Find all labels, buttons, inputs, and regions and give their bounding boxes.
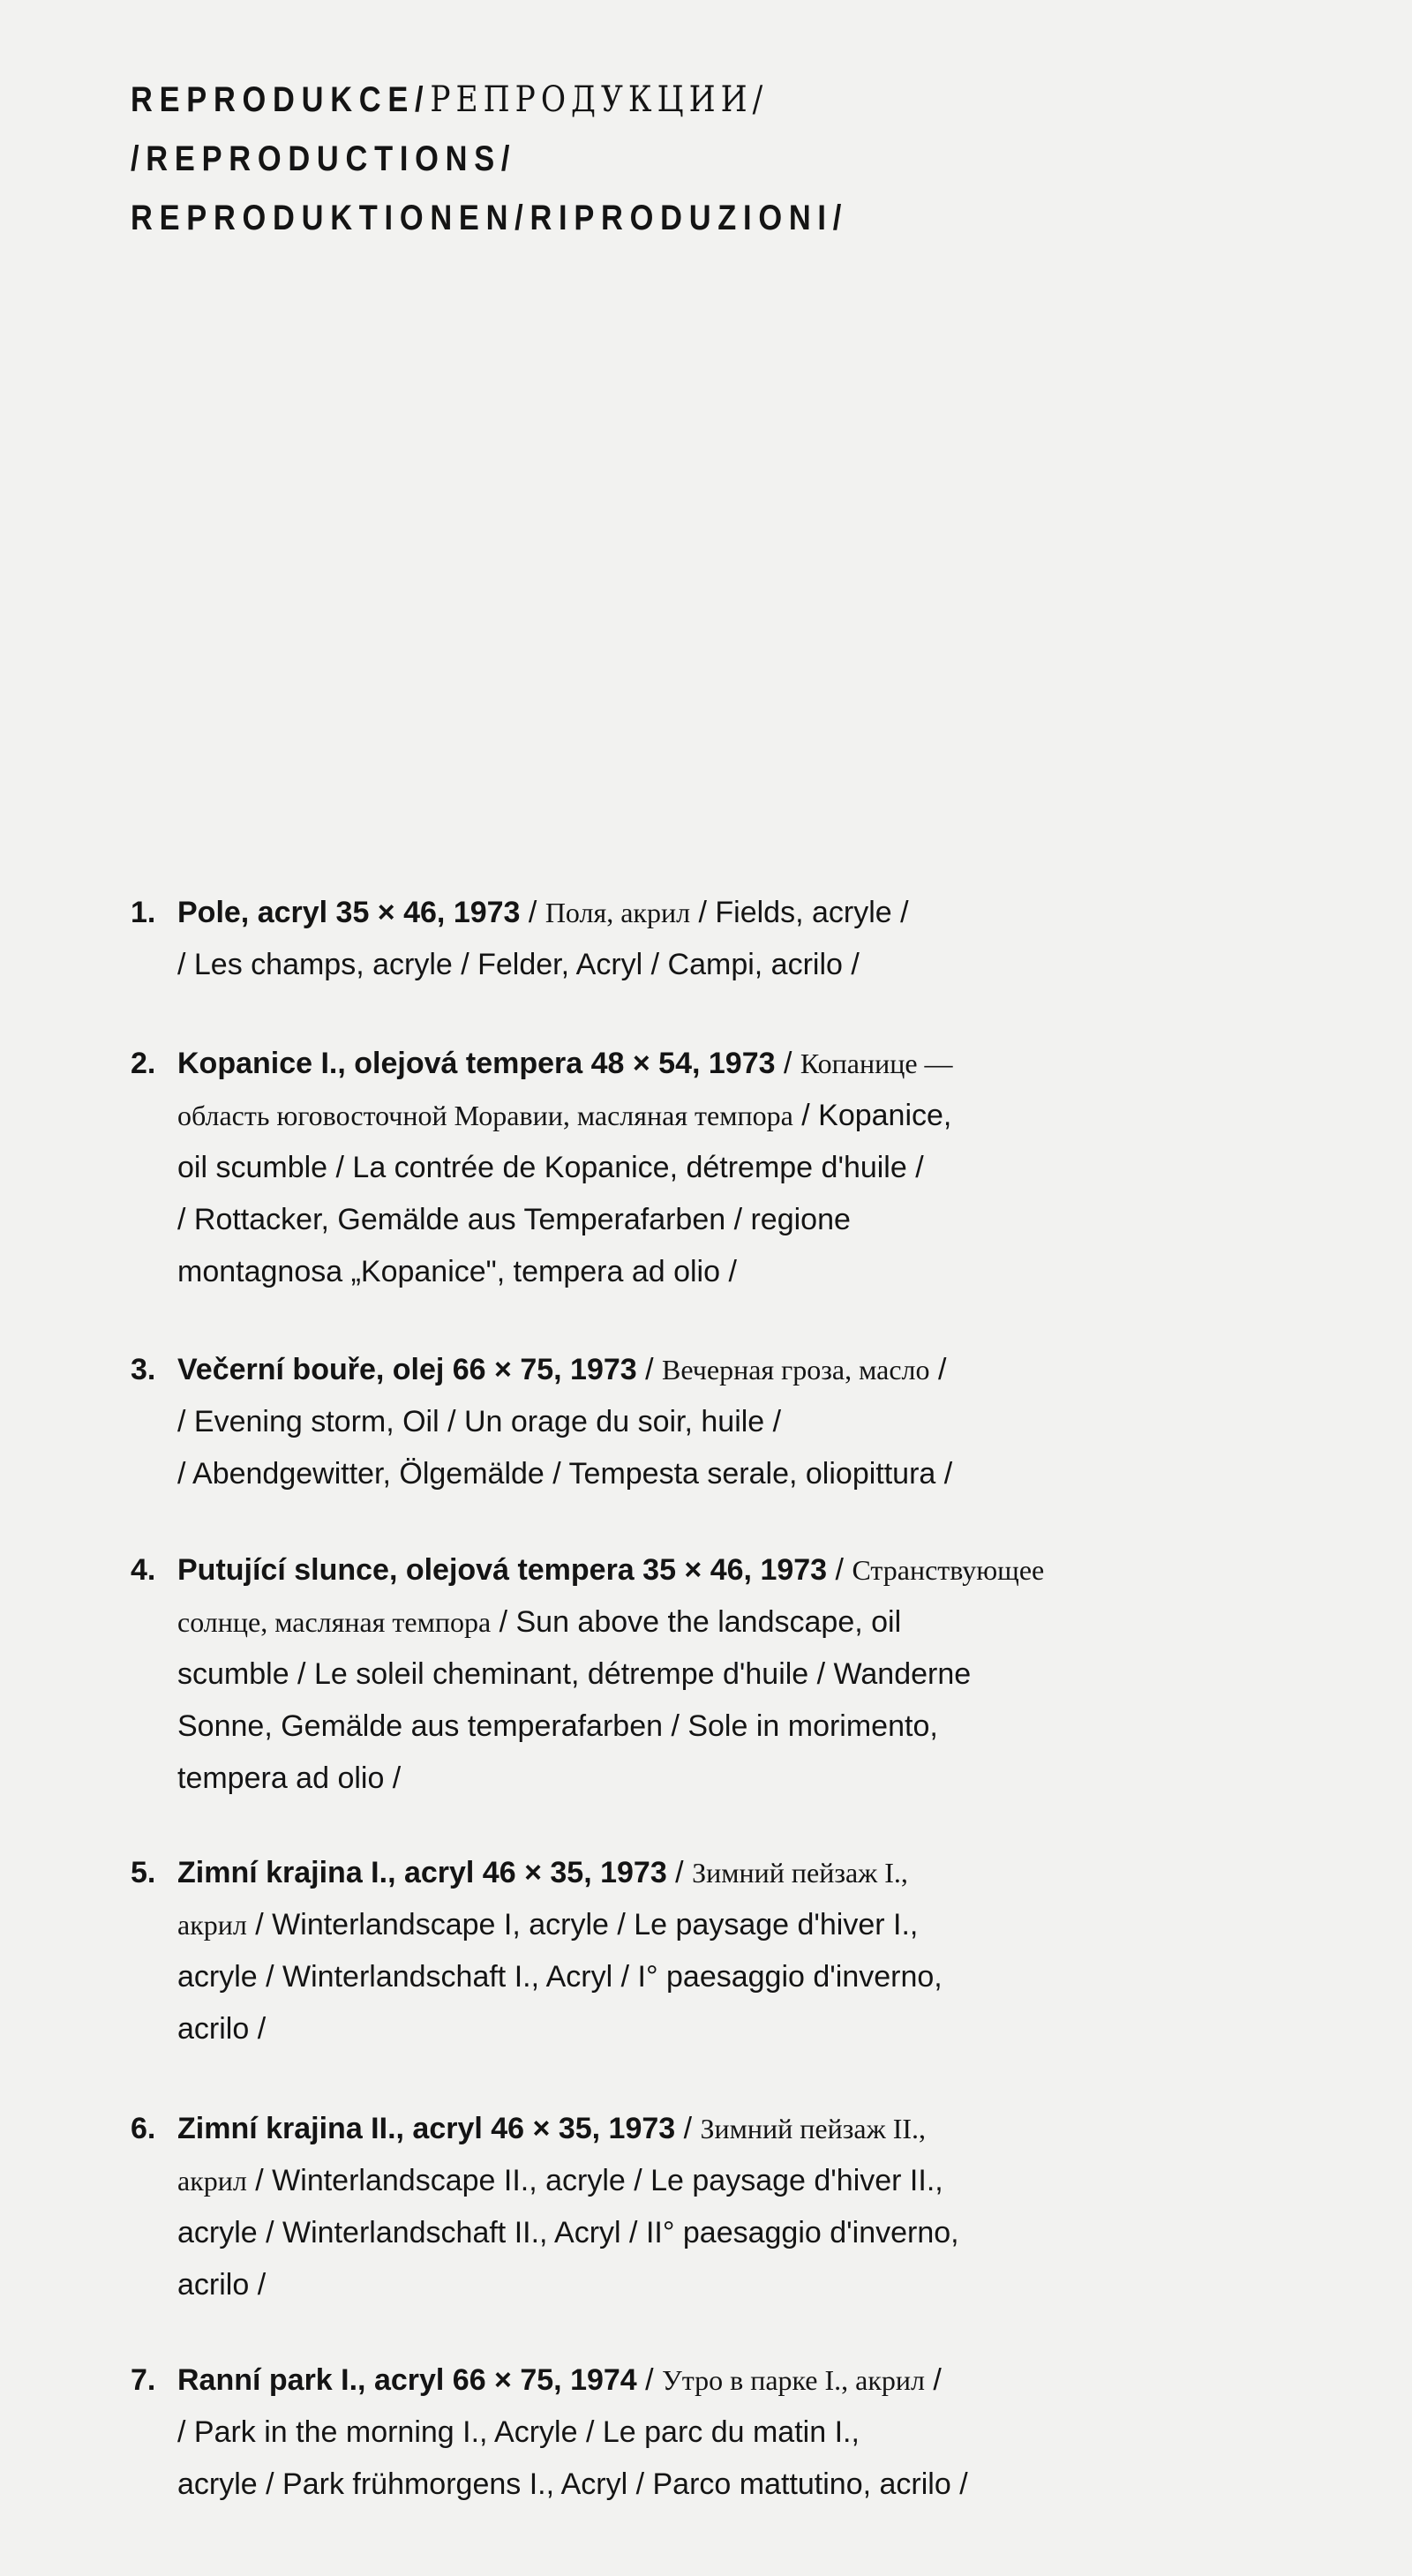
caption-text: / Winterlandscape I, acryle / Le paysage d'hiver I., [246, 1908, 919, 1941]
russian-caption: акрил [177, 1909, 247, 1941]
item-line [177, 1648, 1278, 1701]
artwork-title: Pole, acryl 35 × 46, 1973 [177, 896, 521, 929]
artwork-title: Kopanice I., olejová tempera 48 × 54, 1973 [177, 1047, 776, 1080]
item-line [177, 2459, 1278, 2511]
item-line [177, 1701, 1278, 1753]
item-line [177, 2407, 1278, 2459]
caption-text: acryle / Winterlandschaft II., Acryl / II° paesaggio d'inverno, [177, 2216, 959, 2249]
item-number: 2. [131, 1047, 156, 1080]
artwork-title: Ranní park I., acryl 66 × 75, 1974 [177, 2363, 637, 2397]
item-number: 6. [131, 2112, 156, 2145]
caption-text: / Rottacker, Gemälde aus Temperafarben / regione [177, 1203, 851, 1236]
russian-caption: Утро в парке I., акрил [662, 2364, 925, 2396]
caption-text: / [929, 1353, 947, 1386]
heading-line-3: REPRODUKTIONEN/RIPRODUZIONI/ [131, 199, 849, 237]
item-number: 3. [131, 1353, 156, 1386]
artwork-title: Večerní bouře, olej 66 × 75, 1973 [177, 1353, 637, 1386]
item-line [177, 1448, 1278, 1500]
artwork-title: Zimní krajina I., acryl 46 × 35, 1973 [177, 1856, 667, 1889]
caption-text: / [924, 2363, 942, 2397]
item-line [177, 1544, 1278, 1596]
item-line [177, 1596, 1278, 1648]
item-line [177, 2354, 1278, 2407]
caption-text: / [827, 1553, 852, 1587]
item-line [177, 1396, 1278, 1448]
caption-text: Sonne, Gemälde aus temperafarben / Sole in morimento, [177, 1709, 938, 1743]
russian-caption: акрил [177, 2165, 247, 2197]
item-line [177, 1194, 1278, 1246]
item-line [177, 1090, 1278, 1142]
heading-russian: РЕПРОДУКЦИИ/ [430, 79, 769, 120]
heading-czech: REPRODUKCE/ [131, 80, 431, 119]
russian-caption: Вечерная гроза, масло [662, 1354, 930, 1386]
caption-text: / [775, 1047, 800, 1080]
list-item [131, 2354, 1278, 2511]
caption-text: tempera ad olio / [177, 1761, 402, 1795]
page-heading [131, 71, 848, 248]
caption-text: acrilo / [177, 2012, 267, 2046]
caption-text: / [636, 1353, 663, 1386]
list-item [131, 887, 1278, 991]
item-line [177, 1753, 1278, 1805]
caption-text: / Evening storm, Oil / Un orage du soir, huile / [177, 1405, 782, 1438]
caption-text: / Kopanice, [792, 1099, 952, 1132]
russian-caption: Копанице — [800, 1048, 953, 1079]
caption-text: / Abendgewitter, Ölgemälde / Tempesta serale, oliopittura / [177, 1457, 953, 1491]
item-line [177, 1847, 1278, 1899]
item-line [177, 2003, 1278, 2055]
russian-caption: Зимний пейзаж I., [692, 1857, 908, 1889]
russian-caption: солнце, масляная темпора [177, 1606, 492, 1638]
russian-caption: Странствующее [852, 1554, 1045, 1586]
item-number: 1. [131, 896, 156, 929]
item-line [177, 1899, 1278, 1951]
caption-text: / Sun above the landscape, oil [491, 1605, 902, 1639]
list-item [131, 2103, 1278, 2311]
caption-text: / [520, 896, 545, 929]
list-item [131, 1847, 1278, 2055]
caption-text: / Fields, acryle / [690, 896, 909, 929]
item-line [177, 2155, 1278, 2207]
caption-text: / [636, 2363, 663, 2397]
item-line [177, 2207, 1278, 2259]
caption-text: / Les champs, acryle / Felder, Acryl / Campi, acrilo / [177, 948, 860, 981]
item-line [177, 2103, 1278, 2155]
item-number: 5. [131, 1856, 156, 1889]
item-number: 4. [131, 1553, 156, 1587]
heading-line-1 [131, 71, 848, 130]
caption-text: / Winterlandscape II., acryle / Le paysage d'hiver II., [246, 2164, 943, 2197]
caption-text: / Park in the morning I., Acryle / Le parc du matin I., [177, 2415, 860, 2449]
artwork-title: Zimní krajina II., acryl 46 × 35, 1973 [177, 2112, 676, 2145]
caption-text: scumble / Le soleil cheminant, détrempe d'huile / Wanderne [177, 1657, 972, 1691]
item-line [177, 1038, 1278, 1090]
item-number: 7. [131, 2363, 156, 2397]
list-item [131, 1544, 1278, 1805]
caption-text: montagnosa „Kopanice", tempera ad olio / [177, 1255, 737, 1288]
item-line [177, 887, 1278, 939]
caption-text: acrilo / [177, 2268, 267, 2302]
item-line [177, 1142, 1278, 1194]
item-line [177, 939, 1278, 991]
item-line [177, 1344, 1278, 1396]
caption-text: / [675, 2112, 701, 2145]
caption-text: oil scumble / La contrée de Kopanice, détrempe d'huile / [177, 1151, 924, 1184]
artwork-title: Putující slunce, olejová tempera 35 × 46, 1973 [177, 1553, 828, 1587]
caption-text: acryle / Winterlandschaft I., Acryl / I° paesaggio d'inverno, [177, 1960, 943, 1994]
russian-caption: область юговосточной Моравии, масляная темпора [177, 1100, 793, 1131]
item-line [177, 2259, 1278, 2311]
russian-caption: Поля, акрил [545, 897, 691, 928]
list-item [131, 1038, 1278, 1298]
caption-text: acryle / Park frühmorgens I., Acryl / Parco mattutino, acrilo / [177, 2467, 968, 2501]
item-line [177, 1246, 1278, 1298]
heading-line-2: /REPRODUCTIONS/ [131, 139, 517, 178]
caption-text: / [666, 1856, 693, 1889]
russian-caption: Зимний пейзаж II., [700, 2113, 927, 2144]
list-item [131, 1344, 1278, 1500]
item-line [177, 1951, 1278, 2003]
